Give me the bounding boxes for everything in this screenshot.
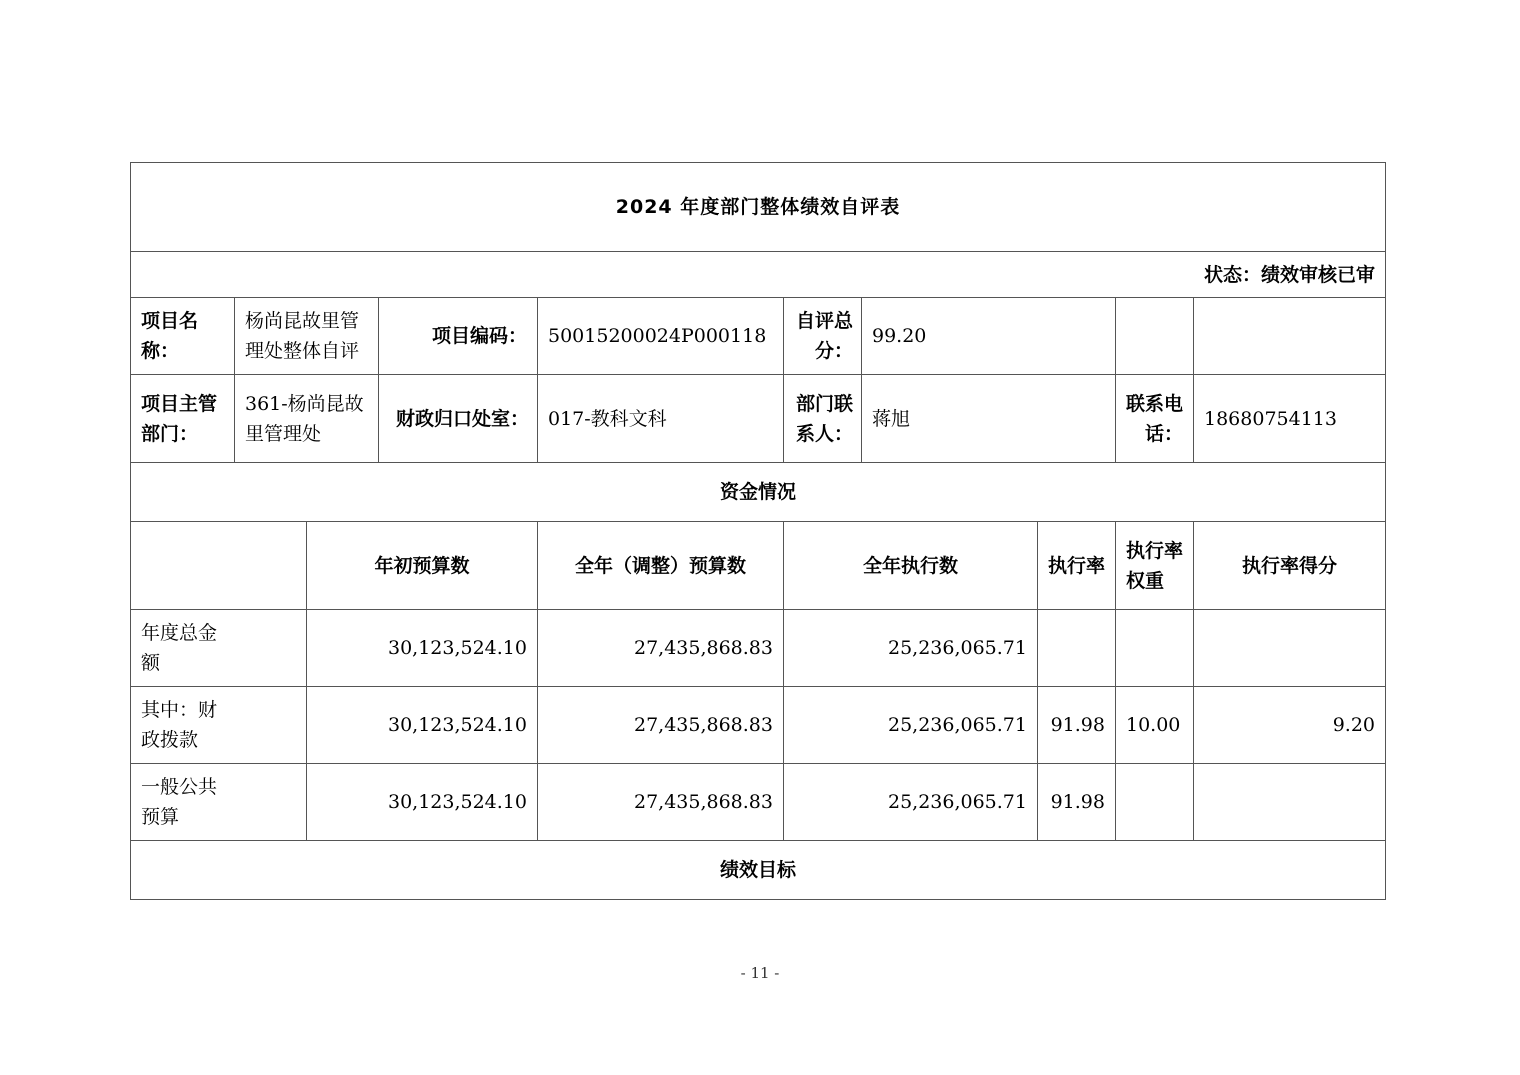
dept-value: 361-杨尚昆故里管理处 xyxy=(235,375,379,463)
funds-cell-adjusted: 27,435,868.83 xyxy=(538,610,784,687)
funds-row-label: 一般公共预算 xyxy=(131,764,307,841)
funds-header-executed: 全年执行数 xyxy=(784,522,1038,610)
funds-header-exec-weight: 执行率权重 xyxy=(1116,522,1194,610)
funds-cell-rate: 91.98 xyxy=(1038,764,1116,841)
funds-cell-weight: 10.00 xyxy=(1116,687,1194,764)
empty-cell xyxy=(1116,298,1194,375)
funds-cell-executed: 25,236,065.71 xyxy=(784,764,1038,841)
project-code-value: 50015200024P000118 xyxy=(538,298,784,375)
funds-cell-initial: 30,123,524.10 xyxy=(307,610,538,687)
funds-cell-initial: 30,123,524.10 xyxy=(307,687,538,764)
project-name-label: 项目名称： xyxy=(131,298,235,375)
funds-row-label: 其中：财政拨款 xyxy=(131,687,307,764)
table-row xyxy=(131,687,1386,764)
finance-office-value: 017-教科文科 xyxy=(538,375,784,463)
finance-office-label: 财政归口处室： xyxy=(379,375,538,463)
funds-cell-weight xyxy=(1116,764,1194,841)
page-number: - 11 - xyxy=(740,964,780,982)
status-badge: 状态：绩效审核已审 xyxy=(131,252,1386,298)
project-code-label: 项目编码： xyxy=(379,298,538,375)
self-score-label: 自评总分： xyxy=(784,298,862,375)
funds-cell-adjusted: 27,435,868.83 xyxy=(538,687,784,764)
funds-cell-weight xyxy=(1116,610,1194,687)
funds-cell-score: 9.20 xyxy=(1194,687,1386,764)
table-row xyxy=(131,610,1386,687)
funds-header-exec-rate: 执行率 xyxy=(1038,522,1116,610)
funds-cell-initial: 30,123,524.10 xyxy=(307,764,538,841)
funds-cell-adjusted: 27,435,868.83 xyxy=(538,764,784,841)
self-evaluation-table xyxy=(130,162,1386,900)
funds-header-initial-budget: 年初预算数 xyxy=(307,522,538,610)
funds-cell-executed: 25,236,065.71 xyxy=(784,610,1038,687)
contact-label: 部门联系人： xyxy=(784,375,862,463)
funds-cell-rate: 91.98 xyxy=(1038,687,1116,764)
table-row xyxy=(131,764,1386,841)
funds-cell-rate xyxy=(1038,610,1116,687)
project-name-value: 杨尚昆故里管理处整体自评 xyxy=(235,298,379,375)
dept-label: 项目主管部门： xyxy=(131,375,235,463)
phone-label: 联系电话： xyxy=(1116,375,1194,463)
funds-header-adjusted-budget: 全年（调整）预算数 xyxy=(538,522,784,610)
funds-header-exec-score: 执行率得分 xyxy=(1194,522,1386,610)
funds-cell-score xyxy=(1194,764,1386,841)
goals-section-title: 绩效目标 xyxy=(131,841,1386,900)
self-score-value: 99.20 xyxy=(862,298,1116,375)
page-title: 2024 年度部门整体绩效自评表 xyxy=(131,163,1386,252)
funds-cell-executed: 25,236,065.71 xyxy=(784,687,1038,764)
funds-section-title: 资金情况 xyxy=(131,463,1386,522)
funds-cell-score xyxy=(1194,610,1386,687)
funds-header-blank xyxy=(131,522,307,610)
funds-row-label: 年度总金额 xyxy=(131,610,307,687)
contact-value: 蒋旭 xyxy=(862,375,1116,463)
phone-value: 18680754113 xyxy=(1194,375,1386,463)
empty-cell xyxy=(1194,298,1386,375)
